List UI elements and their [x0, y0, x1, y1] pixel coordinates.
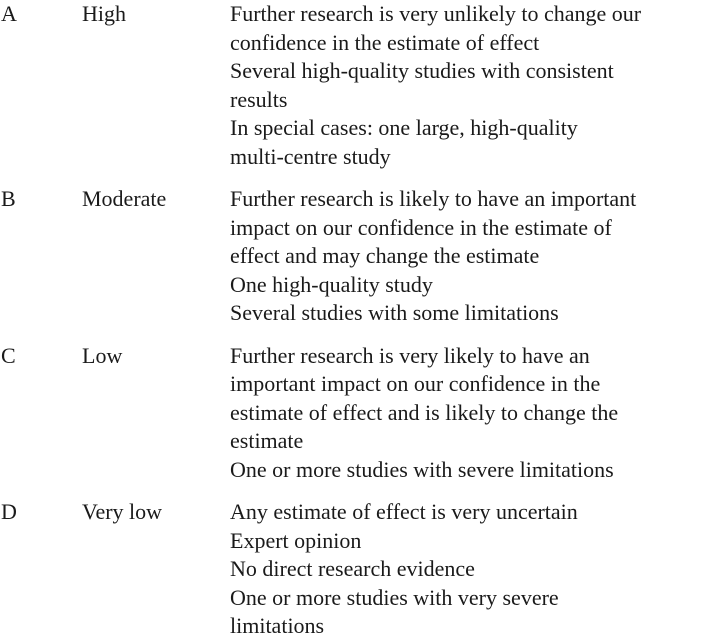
grade-row-a — [0, 0, 715, 171]
definition-line: estimate — [230, 428, 304, 453]
grade-definition — [230, 185, 715, 328]
definition-line: One or more studies with severe limitations — [230, 456, 614, 482]
definition-line: Several studies with some limitations — [230, 300, 559, 325]
grade-code: D — [1, 499, 17, 524]
grade-code: C — [1, 342, 16, 368]
definition-line: important impact on our confidence in the — [230, 371, 601, 396]
grade-definition — [230, 0, 715, 171]
definition-line: estimate of effect and is likely to change the — [230, 399, 619, 425]
definition-line: multi-centre study — [230, 143, 391, 169]
grade-row-c — [0, 342, 715, 485]
definition-line: confidence in the estimate of effect — [230, 29, 540, 55]
definition-line: limitations — [230, 613, 325, 638]
grade-code: A — [1, 1, 17, 26]
definition-line: Further research is very unlikely to change our — [230, 1, 642, 26]
definition-line: In special cases: one large, high-quality — [230, 115, 578, 140]
grade-definition — [230, 498, 715, 641]
grade-quality: Very low — [82, 499, 163, 524]
definition-line: Expert opinion — [230, 527, 362, 553]
grade-row-d — [0, 498, 715, 641]
definition-line: Any estimate of effect is very uncertain — [230, 499, 578, 524]
definition-line: Several high-quality studies with consistent — [230, 58, 614, 83]
grade-code: B — [1, 186, 16, 211]
definition-line: impact on our confidence in the estimate of — [230, 214, 612, 240]
grade-definition — [230, 342, 715, 485]
definition-line: Further research is very likely to have an — [230, 342, 590, 368]
grade-quality: Moderate — [82, 186, 167, 211]
definition-line: No direct research evidence — [230, 556, 475, 581]
definition-line: Further research is likely to have an important — [230, 186, 637, 211]
grade-quality: High — [82, 1, 126, 26]
definition-line: One or more studies with very severe — [230, 584, 559, 610]
grade-quality: Low — [82, 342, 123, 368]
definition-line: results — [230, 86, 288, 112]
definition-line: effect and may change the estimate — [230, 243, 540, 268]
grade-row-b — [0, 185, 715, 328]
definition-line: One high-quality study — [230, 271, 433, 297]
